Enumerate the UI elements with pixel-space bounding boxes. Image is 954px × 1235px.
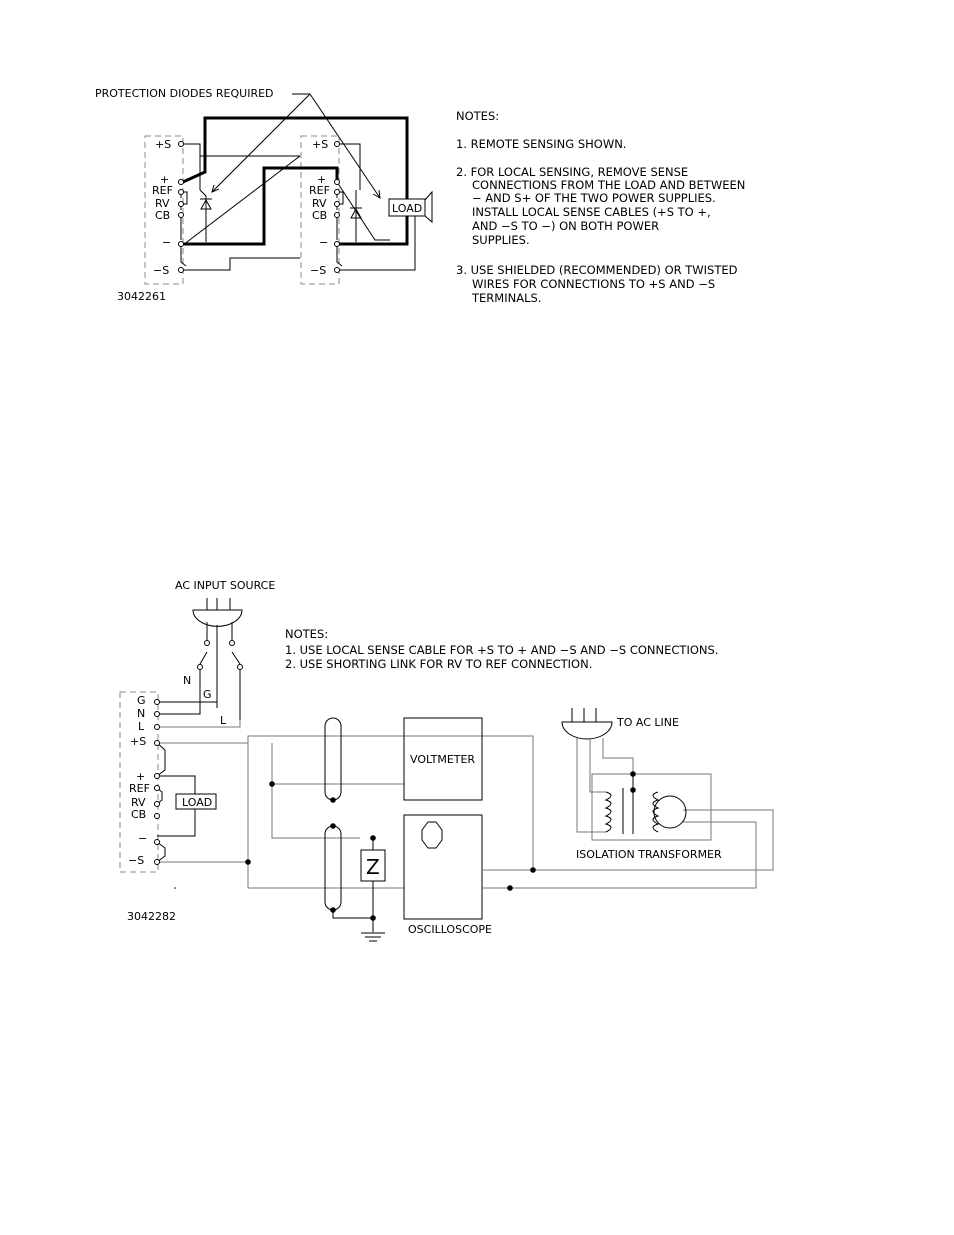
terminal-rv: RV: [131, 796, 146, 809]
oscilloscope-label: OSCILLOSCOPE: [408, 923, 492, 936]
line-switch-contact: [230, 641, 235, 646]
figure-1-note-1: 1. REMOTE SENSING SHOWN.: [456, 137, 627, 151]
ground-wire: [333, 910, 373, 932]
figure-1-note-2-line-2: CONNECTIONS FROM THE LOAD AND BETWEEN: [472, 178, 746, 192]
terminal-n: N: [137, 707, 146, 720]
figure-2-ripple-measurement-diagram: [120, 579, 773, 941]
s2-terminal-cb: CB: [312, 209, 328, 222]
s1-minus-s-terminal: [179, 268, 184, 273]
s1-diode-wire: [200, 190, 206, 242]
g-terminal: [155, 700, 160, 705]
terminal-g: G: [137, 694, 146, 707]
line-switch-contact-2: [238, 665, 243, 670]
s2-terminal-plus-s: +S: [312, 138, 329, 151]
protection-diodes-callout: PROTECTION DIODES REQUIRED: [95, 87, 274, 100]
wire-label-l: L: [220, 714, 227, 727]
junction-dot: [507, 885, 513, 891]
plus-s-terminal: [155, 741, 160, 746]
s2-rv-terminal: [335, 202, 340, 207]
s1-terminal-rv: RV: [155, 197, 170, 210]
scope-cable-shield: [325, 826, 341, 910]
load-sense-connections: [425, 192, 432, 222]
junction-dot: [330, 797, 336, 803]
ground-icon: [361, 933, 385, 941]
s2-plus-s-terminal: [335, 142, 340, 147]
s2-plus-s-wire: [339, 144, 360, 190]
voltmeter-label: VOLTMETER: [410, 753, 476, 766]
voltmeter-cable-shield: [325, 718, 341, 800]
s2-terminal-minus: −: [319, 236, 329, 249]
ac-line-plug-icon: [562, 722, 612, 739]
s1-plus-s-wire: [183, 144, 200, 190]
s2-terminal-ref: REF: [309, 184, 330, 197]
oscilloscope-box: [404, 815, 482, 919]
minus-terminal: [155, 840, 160, 845]
n-wire: [157, 708, 200, 714]
s1-terminal-minus-s: −S: [153, 264, 170, 277]
wire-label-g: G: [203, 688, 212, 701]
junction-dot: [370, 835, 376, 841]
s1-terminal-ref: REF: [152, 184, 173, 197]
n-terminal: [155, 712, 160, 717]
terminal-ref: REF: [129, 782, 150, 795]
junction-dot: [370, 915, 376, 921]
junction-dot: [269, 781, 275, 787]
figure-2-note-1: 1. USE LOCAL SENSE CABLE FOR +S TO + AND −S AND −S CONNECTIONS.: [285, 643, 719, 657]
s1-rv-terminal: [179, 202, 184, 207]
terminal-minus: −: [138, 832, 148, 845]
line-switch: [232, 622, 240, 720]
neutral-switch-contact-2: [198, 665, 203, 670]
junction-dot: [245, 859, 251, 865]
figure-1-note-3-line-3: TERMINALS.: [472, 291, 542, 305]
figure-2-notes-title: NOTES:: [285, 627, 329, 641]
transformer-primary-coil: [606, 792, 611, 832]
s1-minus-s-wire: [183, 258, 300, 270]
transformer-primary-wires: [577, 738, 633, 832]
s2-plus-terminal: [335, 180, 340, 185]
oscilloscope-screen-icon: [422, 822, 442, 848]
s1-cb-terminal: [179, 213, 184, 218]
g-wire: [157, 702, 217, 708]
s1-plus-s-terminal: [179, 142, 184, 147]
zener-label: Z: [366, 855, 380, 879]
figure-2-note-2: 2. USE SHORTING LINK FOR RV TO REF CONNECTION.: [285, 657, 593, 671]
figure-1-note-3-line-2: WIRES FOR CONNECTIONS TO +S AND −S: [472, 277, 716, 291]
s2-minus-s-terminal: [335, 268, 340, 273]
ac-input-plug-prongs: [207, 598, 230, 610]
terminal-plus-s: +S: [130, 735, 147, 748]
stray-dot: [174, 887, 176, 889]
to-ac-line-label: TO AC LINE: [617, 716, 679, 729]
figure-2-number: 3042282: [127, 910, 176, 923]
s2-plus-to-load: [337, 182, 390, 240]
isolation-transformer-label: ISOLATION TRANSFORMER: [576, 848, 722, 861]
s2-minus-terminal: [335, 242, 340, 247]
s2-terminal-minus-s: −S: [310, 264, 327, 277]
ac-input-plug-icon: [193, 610, 242, 626]
ref-terminal: [155, 786, 160, 791]
junction-dot: [330, 907, 336, 913]
l-wire: [157, 720, 240, 727]
load-label: LOAD: [392, 202, 423, 215]
s1-plus-terminal: [179, 180, 184, 185]
rv-terminal: [155, 802, 160, 807]
s1-terminal-plus: +: [160, 173, 170, 186]
figure-1-note-2-line-3: − AND S+ OF THE TWO POWER SUPPLIES.: [472, 191, 716, 205]
junction-dot: [630, 787, 636, 793]
plus-terminal: [155, 774, 160, 779]
scope-input-wire: [272, 743, 360, 838]
l-terminal: [155, 725, 160, 730]
terminal-l: L: [138, 720, 145, 733]
load-positive-wire: [157, 776, 195, 794]
figure-1-note-2-line-4: INSTALL LOCAL SENSE CABLES (+S TO +,: [472, 205, 711, 219]
figure-1-note-2-line-6: SUPPLIES.: [472, 233, 530, 247]
load-label: LOAD: [182, 796, 213, 809]
neutral-switch-contact: [205, 641, 210, 646]
terminal-cb: CB: [131, 808, 147, 821]
figure-1-note-2-line-1: 2. FOR LOCAL SENSING, REMOVE SENSE: [456, 165, 689, 179]
cb-terminal: [155, 814, 160, 819]
figure-1-notes-title: NOTES:: [456, 109, 500, 123]
figure-1-note-2-line-5: AND −S TO −) ON BOTH POWER: [472, 219, 660, 233]
s2-terminal-rv: RV: [312, 197, 327, 210]
terminal-plus: +: [136, 770, 146, 783]
callout-arrow-left: [212, 94, 310, 192]
s2-ref-terminal: [335, 190, 340, 195]
terminal-minus-s: −S: [128, 854, 145, 867]
load-negative-wire: [157, 809, 195, 836]
transformer-core: [623, 774, 633, 834]
s1-ref-terminal: [179, 190, 184, 195]
ac-line-plug-prongs: [572, 708, 596, 722]
s1-terminal-plus-s: +S: [155, 138, 172, 151]
junction-dot: [330, 823, 336, 829]
s1-terminal-minus: −: [162, 236, 172, 249]
figure-1-remote-sensing-diagram: [95, 87, 745, 305]
transformer-output-icon: [654, 796, 686, 828]
figure-1-number: 3042261: [117, 290, 166, 303]
power-wire-negative: [339, 216, 407, 244]
s2-cb-terminal: [335, 213, 340, 218]
minus-s-terminal: [155, 860, 160, 865]
figure-1-note-3-line-1: 3. USE SHIELDED (RECOMMENDED) OR TWISTED: [456, 263, 738, 277]
junction-dot: [630, 771, 636, 777]
s1-terminal-cb: CB: [155, 209, 171, 222]
wire-label-n: N: [183, 674, 192, 687]
ac-input-source-label: AC INPUT SOURCE: [175, 579, 276, 592]
junction-dot: [530, 867, 536, 873]
s1-minus-terminal: [179, 242, 184, 247]
s2-terminal-plus: +: [317, 173, 327, 186]
